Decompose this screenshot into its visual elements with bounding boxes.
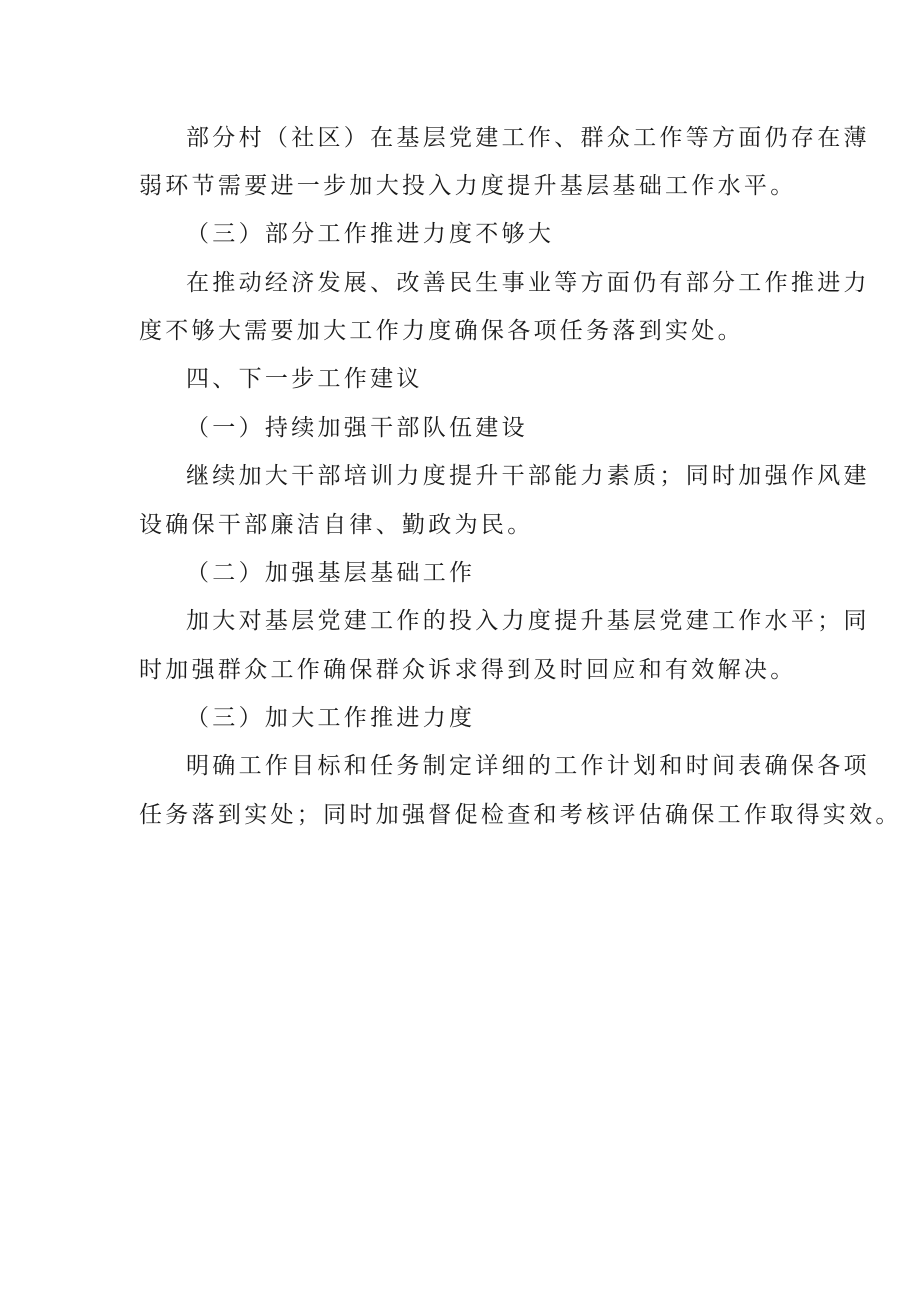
- paragraph-line-11: 加大对基层党建工作的投入力度提升基层党建工作水平；同: [186, 608, 870, 634]
- subheading-3b: （三）加大工作推进力度: [186, 705, 476, 731]
- paragraph-line-1: 部分村（社区）在基层党建工作、群众工作等方面仍存在薄: [186, 125, 870, 151]
- paragraph-line-5: 度不够大需要加大工作力度确保各项任务落到实处。: [139, 318, 744, 344]
- paragraph-line-12: 时加强群众工作确保群众诉求得到及时回应和有效解决。: [139, 657, 797, 683]
- paragraph-line-4: 在推动经济发展、改善民生事业等方面仍有部分工作推进力: [186, 270, 870, 296]
- paragraph-line-2: 弱环节需要进一步加大投入力度提升基层基础工作水平。: [139, 173, 797, 199]
- paragraph-line-9: 设确保干部廉洁自律、勤政为民。: [139, 512, 534, 538]
- paragraph-line-8: 继续加大干部培训力度提升干部能力素质；同时加强作风建: [186, 463, 870, 489]
- subheading-1: （一）持续加强干部队伍建设: [186, 415, 528, 441]
- subheading-2: （二）加强基层基础工作: [186, 560, 476, 586]
- section-heading-4: 四、下一步工作建议: [186, 366, 423, 392]
- paragraph-line-15: 任务落到实处；同时加强督促检查和考核评估确保工作取得实效。: [139, 802, 902, 828]
- subheading-3: （三）部分工作推进力度不够大: [186, 221, 555, 247]
- paragraph-line-14: 明确工作目标和任务制定详细的工作计划和时间表确保各项: [186, 753, 870, 779]
